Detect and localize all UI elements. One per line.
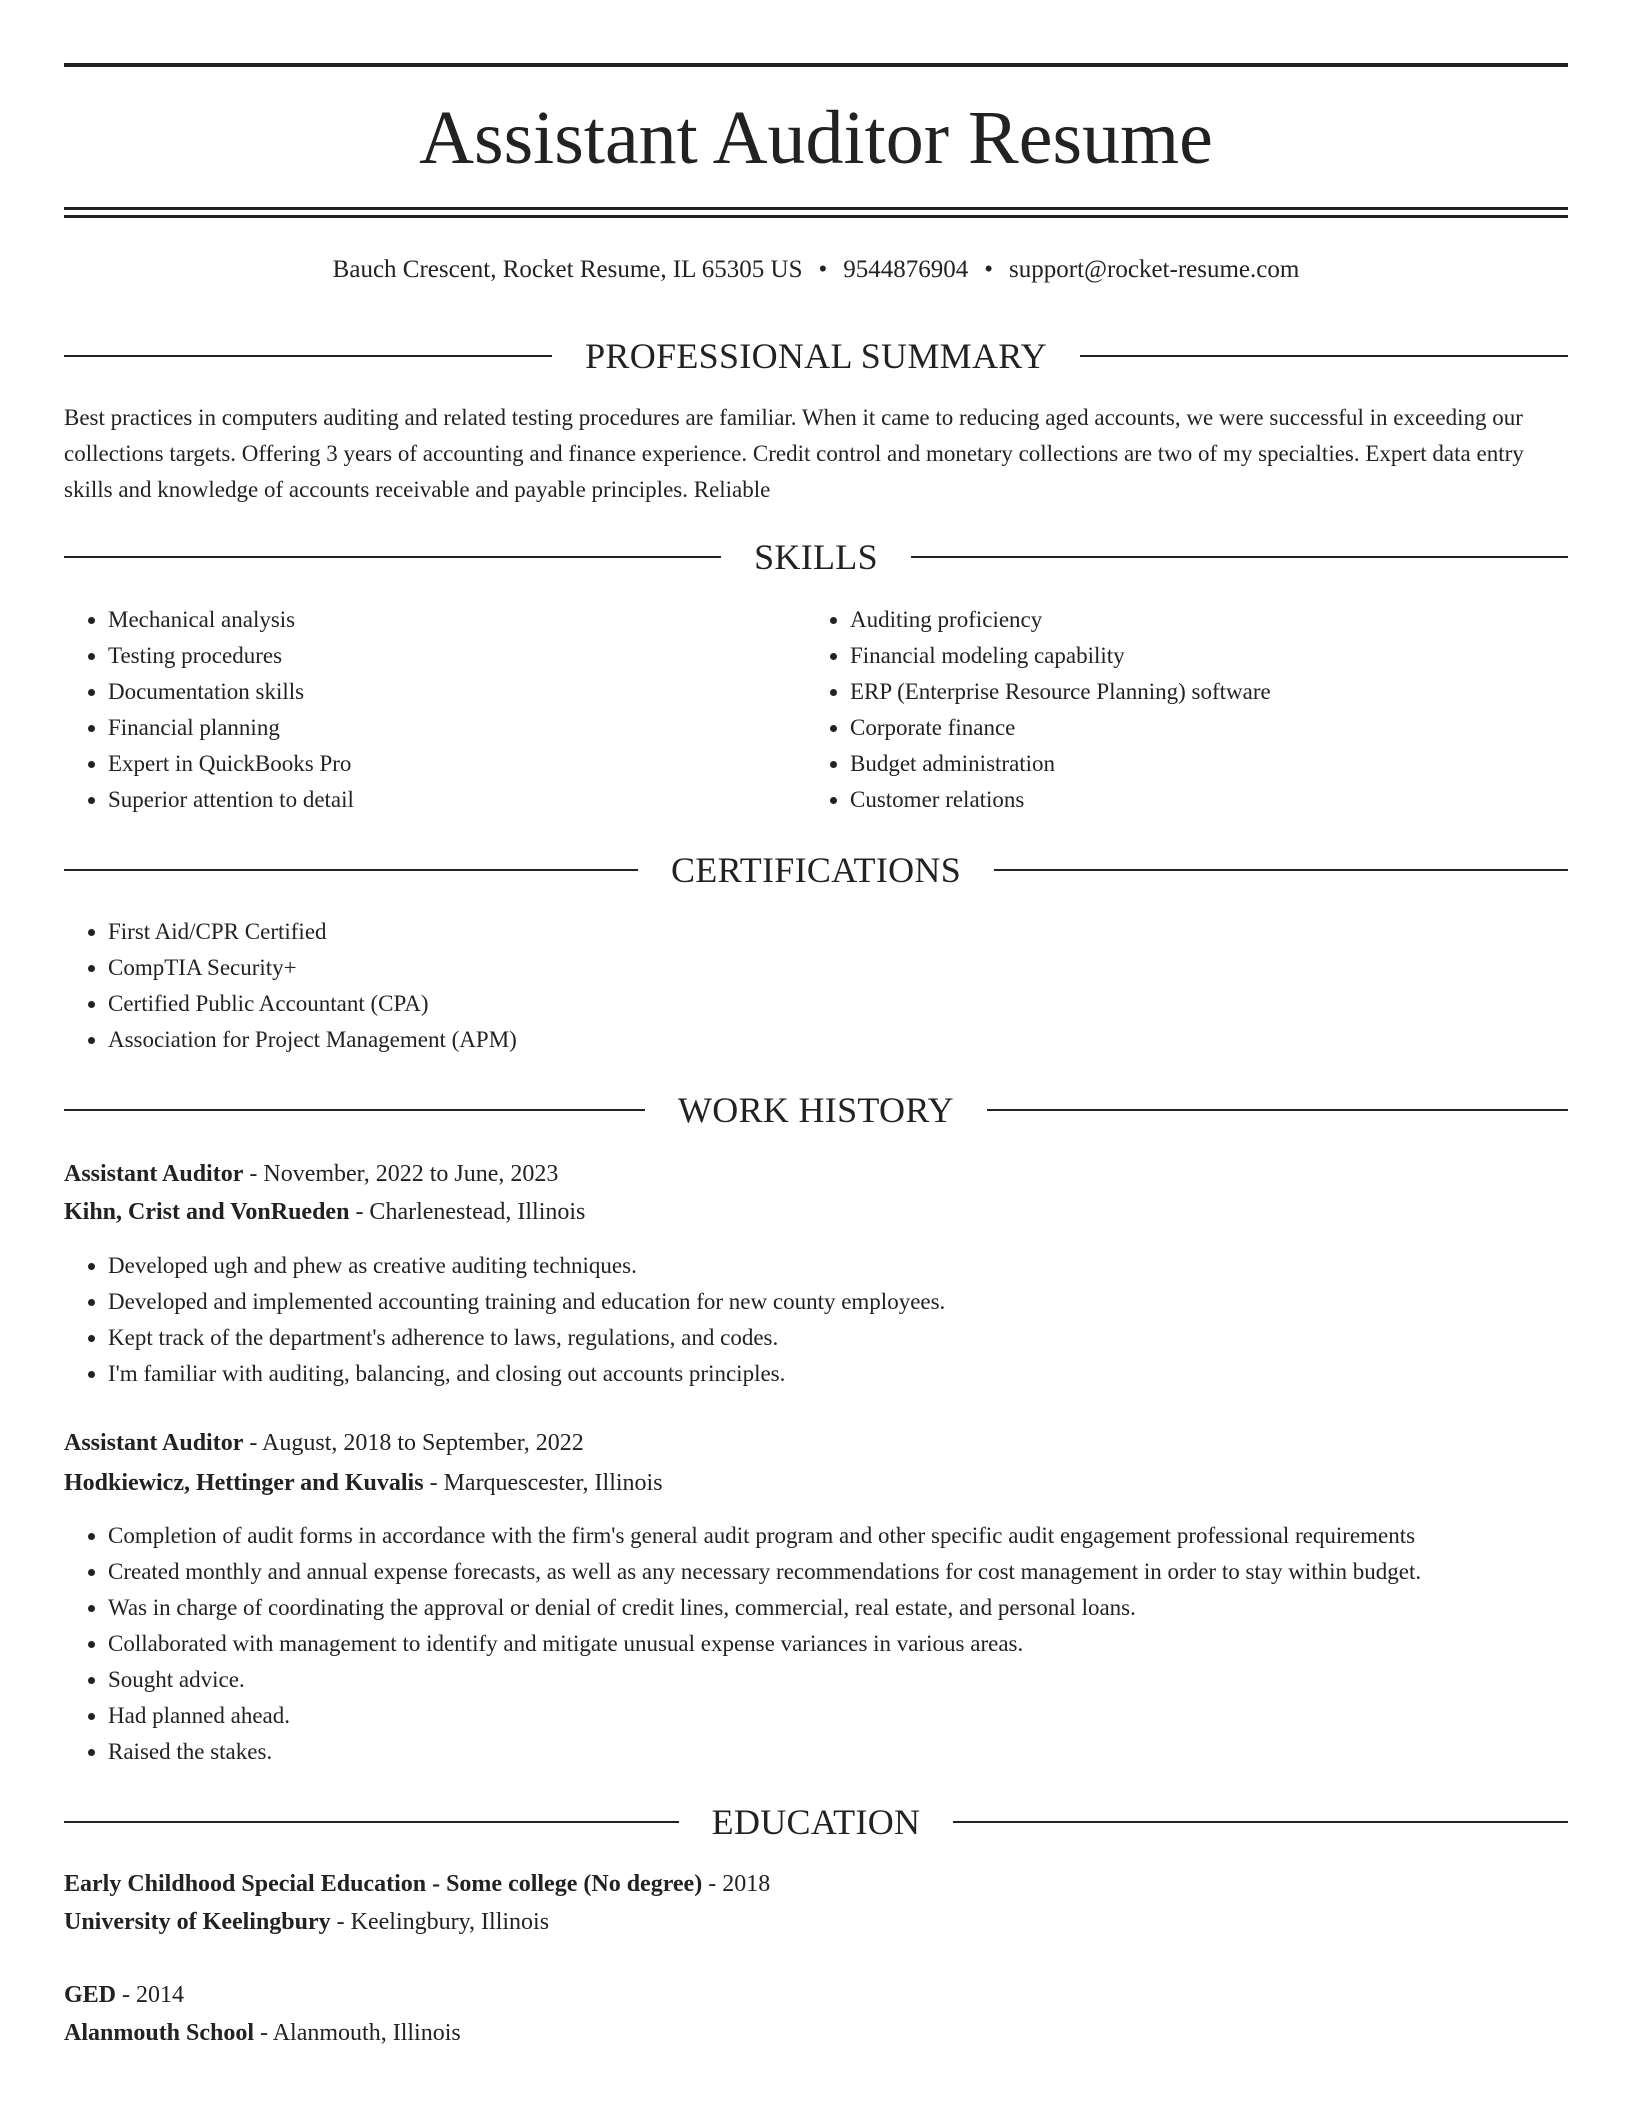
job-duty-item: • Had planned ahead. xyxy=(108,1698,1608,1734)
title-rule-upper xyxy=(64,207,1568,210)
section-heading-summary xyxy=(64,334,1568,378)
skill-item: • Testing procedures xyxy=(108,638,808,674)
education-degree: Early Childhood Special Education - Some college (No degree) xyxy=(64,1871,703,1897)
education-degree: GED xyxy=(64,1982,117,2008)
contact-address: Bauch Crescent, Rocket Resume, IL 65305 US xyxy=(332,256,803,283)
heading-label: WORK HISTORY xyxy=(678,1090,954,1130)
job-duty-item: • Developed ugh and phew as creative auditing techniques. xyxy=(108,1248,1568,1284)
heading-rule xyxy=(64,355,552,357)
skill-item: • Documentation skills xyxy=(108,674,808,710)
skill-item: • ERP (Enterprise Resource Planning) software xyxy=(850,674,1610,710)
contact-separator: • xyxy=(818,256,828,283)
section-heading-skills xyxy=(64,535,1568,579)
summary-text: Best practices in computers auditing and related testing procedures are familiar. When it came to reducing aged accounts, we were successful in exceeding our collections targets. Offering 3 years of accounting and finance experience. Credit control and monetary collections are two of my specialties. Expert data entry skills and knowledge of accounts receivable and payable principles. Reliable xyxy=(64,405,1524,502)
skill-item: • Superior attention to detail xyxy=(108,782,808,818)
heading-rule xyxy=(987,1109,1568,1111)
skill-item: • Budget administration xyxy=(850,746,1610,782)
job-title: Assistant Auditor xyxy=(64,1161,244,1187)
skill-item: • Customer relations xyxy=(850,782,1610,818)
skill-item: • Financial planning xyxy=(108,710,808,746)
education-degree-line xyxy=(64,1977,1568,2013)
job-company-line xyxy=(64,1194,1568,1230)
education-school: University of Keelingbury xyxy=(64,1909,331,1935)
heading-rule xyxy=(1080,355,1568,357)
contact-separator: • xyxy=(984,256,994,283)
skills-list-right xyxy=(806,602,1610,818)
skill-item: • Expert in QuickBooks Pro xyxy=(108,746,808,782)
job-duty-item: • Kept track of the department's adherence to laws, regulations, and codes. xyxy=(108,1320,1568,1356)
contact-phone: 9544876904 xyxy=(843,256,969,283)
section-heading-certifications xyxy=(64,848,1568,892)
job-duty-item: • Collaborated with management to identify and mitigate unusual expense variances in various areas. xyxy=(108,1626,1608,1662)
job-duty-item: • I'm familiar with auditing, balancing, and closing out accounts principles. xyxy=(108,1356,1568,1392)
contact-line xyxy=(64,252,1568,288)
job-duty-item: • Created monthly and annual expense forecasts, as well as any necessary recommendations for cost management in order to stay within budget. xyxy=(108,1554,1608,1590)
section-heading-work-history xyxy=(64,1088,1568,1132)
education-school-line xyxy=(64,2015,1568,2051)
heading-rule xyxy=(64,1821,679,1823)
education-year: - 2018 xyxy=(702,1871,771,1897)
job-duties-list xyxy=(64,1248,1568,1392)
job-company: Hodkiewicz, Hettinger and Kuvalis xyxy=(64,1470,424,1496)
job-duty-item: • Raised the stakes. xyxy=(108,1734,1608,1770)
education-degree-line xyxy=(64,1866,1568,1902)
job-location: - Marquescester, Illinois xyxy=(423,1470,663,1496)
certification-item: • First Aid/CPR Certified xyxy=(108,914,1568,950)
contact-email: support@rocket-resume.com xyxy=(1009,256,1300,283)
job-duties-list xyxy=(64,1518,1608,1770)
job-duty-item: • Developed and implemented accounting training and education for new county employees. xyxy=(108,1284,1568,1320)
job-title-line xyxy=(64,1156,1568,1192)
certification-item: • CompTIA Security+ xyxy=(108,950,1568,986)
job-location: - Charlenestead, Illinois xyxy=(349,1199,586,1225)
job-title: Assistant Auditor xyxy=(64,1430,244,1456)
heading-rule xyxy=(64,869,638,871)
job-dates: - August, 2018 to September, 2022 xyxy=(243,1430,584,1456)
job-duty-item: • Completion of audit forms in accordance with the firm's general audit program and other specific audit engagement professional requirements xyxy=(108,1518,1608,1554)
heading-label: SKILLS xyxy=(754,537,878,577)
heading-rule xyxy=(994,869,1568,871)
job-title-line xyxy=(64,1425,1568,1461)
skill-item: • Mechanical analysis xyxy=(108,602,808,638)
education-year: - 2014 xyxy=(116,1982,185,2008)
heading-label: CERTIFICATIONS xyxy=(670,850,962,890)
top-rule xyxy=(64,63,1568,67)
heading-rule xyxy=(953,1821,1568,1823)
skill-item: • Financial modeling capability xyxy=(850,638,1610,674)
heading-label: PROFESSIONAL SUMMARY xyxy=(585,336,1047,376)
heading-rule xyxy=(911,556,1568,558)
certification-item: • Association for Project Management (APM) xyxy=(108,1022,1568,1058)
job-company-line xyxy=(64,1465,1568,1501)
job-duty-item: • Was in charge of coordinating the approval or denial of credit lines, commercial, real estate, and personal loans. xyxy=(108,1590,1608,1626)
skill-item: • Auditing proficiency xyxy=(850,602,1610,638)
section-heading-education xyxy=(64,1800,1568,1844)
heading-rule xyxy=(64,1109,645,1111)
skill-item: • Corporate finance xyxy=(850,710,1610,746)
job-dates: - November, 2022 to June, 2023 xyxy=(243,1161,559,1187)
education-location: - Keelingbury, Illinois xyxy=(330,1909,550,1935)
job-duty-item: • Sought advice. xyxy=(108,1662,1608,1698)
skills-list-left xyxy=(64,602,808,818)
job-company: Kihn, Crist and VonRueden xyxy=(64,1199,350,1225)
heading-label: EDUCATION xyxy=(711,1802,921,1842)
certifications-list xyxy=(64,914,1568,1058)
title-rule-lower xyxy=(64,215,1568,218)
education-location: - Alanmouth, Illinois xyxy=(254,2020,461,2046)
education-school-line xyxy=(64,1904,1568,1940)
heading-rule xyxy=(64,556,721,558)
certification-item: • Certified Public Accountant (CPA) xyxy=(108,986,1568,1022)
education-school: Alanmouth School xyxy=(64,2020,255,2046)
resume-title: Assistant Auditor Resume xyxy=(419,96,1213,180)
